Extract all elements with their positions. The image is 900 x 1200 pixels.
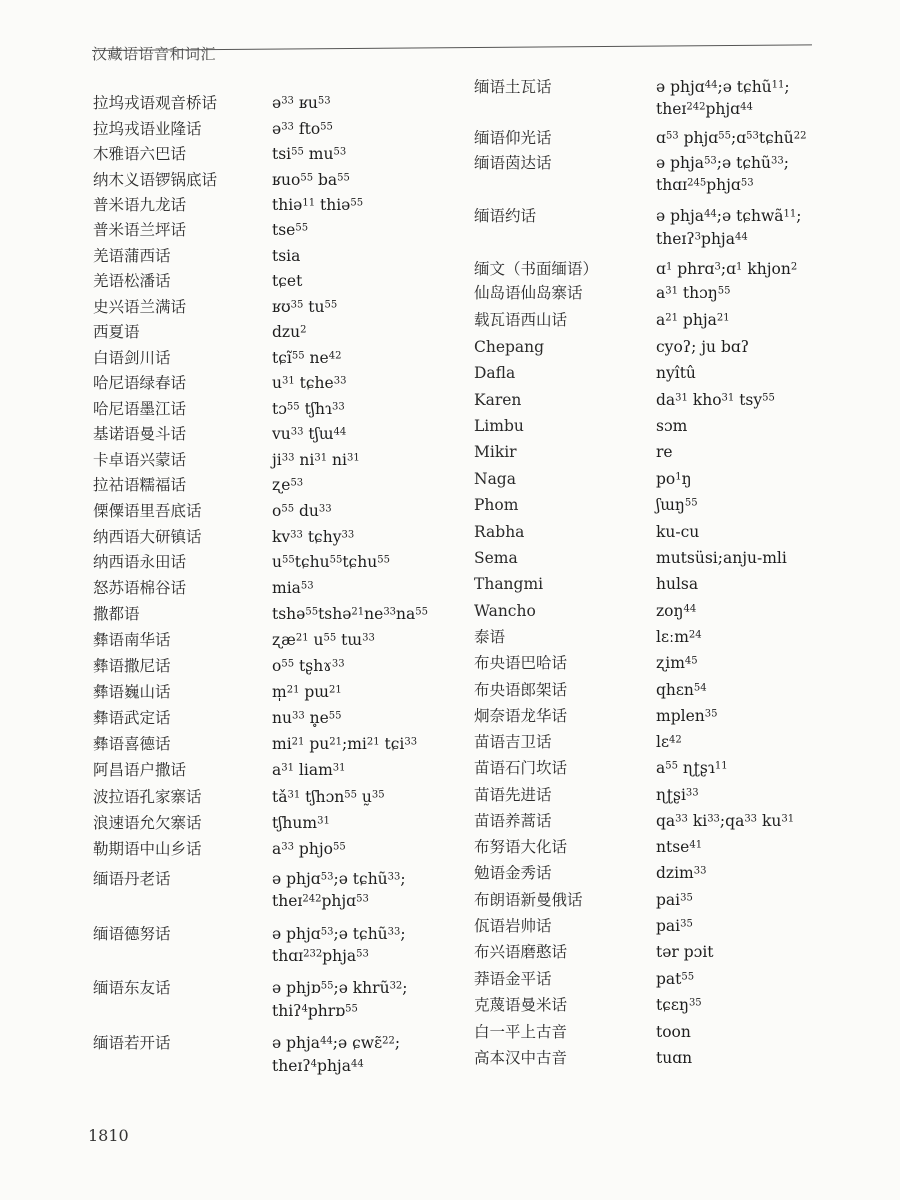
right-entry-label: 布努语大化话 (474, 838, 568, 856)
left-entry-form: ə phjɒ$^{55}$;ə khrũ$^{32}$; (272, 979, 408, 997)
left-entry-label: 普米语九龙话 (93, 196, 187, 214)
right-entry-label: Naga (474, 470, 516, 488)
left-entry-form: tɕĩ$^{55}$ $ne^{42}$ (272, 349, 342, 367)
right-entry-label: 泰语 (474, 628, 506, 646)
right-entry-form: ʃɯŋ$^{55}$ (656, 496, 698, 514)
left-entry-label: 拉坞戎语业隆话 (93, 120, 202, 138)
left-entry-form: ʁuo$^{55}$ $ba^{55}$ (272, 171, 350, 189)
right-entry-form: sɔm (656, 417, 688, 435)
left-entry-form: $ji^{33}$ $ni^{31}$ $ni^{31}$ (272, 451, 360, 469)
right-entry-label: 苗语石门坎话 (474, 759, 568, 777)
right-entry-label: 缅语约话 (474, 207, 537, 225)
right-entry-label: 缅语仰光话 (474, 129, 552, 147)
right-entry-label: Karen (474, 391, 522, 409)
left-entry-form: thiə$^{11}$ thiə$^{55}$ (272, 196, 364, 214)
right-entry-form: hulsa (656, 575, 699, 593)
left-entry-form: $vu^{33}$ tʃɯ$^{44}$ (272, 425, 347, 443)
left-entry-form: mia$^{53}$ (272, 579, 314, 597)
right-entry-form: ə phjɑ$^{44}$;ə tɕhũ$^{11}$; (656, 78, 790, 96)
left-entry-form: tse$^{55}$ (272, 221, 309, 239)
right-entry-label: 勉语金秀话 (474, 864, 552, 882)
left-entry-label: 拉祜语糯福话 (93, 476, 187, 494)
right-entry-label: 缅语茵达话 (474, 154, 552, 172)
left-entry-form: $o^{55}$ $du^{33}$ (272, 502, 332, 520)
right-entry-label: 布兴语磨憨话 (474, 943, 568, 961)
left-entry-form: ʐæ$^{21}$ $u^{55}$ tɯ$^{33}$ (272, 631, 375, 649)
left-entry-form: $tshə^{55}tshə^{21}ne^{33}na^{55}$ (272, 605, 429, 623)
left-entry-label: 彝语撒尼话 (93, 657, 171, 675)
right-entry-form: toon (656, 1023, 691, 1041)
left-entry-form: ʁʊ$^{35}$ $tu^{55}$ (272, 298, 338, 316)
right-entry-form: ntse$^{41}$ (656, 838, 703, 856)
right-entry-form: $da^{31}$ kho$^{31}$ tsy$^{55}$ (656, 391, 775, 409)
left-entry-form: $nu^{33}$ $n̥e^{55}$ (272, 709, 342, 727)
left-entry-label: 阿昌语户撒话 (93, 761, 187, 779)
left-entry-form: $a^{33}$ phjo$^{55}$ (272, 840, 346, 858)
left-entry-label: 羌语蒲西话 (93, 247, 171, 265)
left-entry-label: 纳木义语锣锅底话 (93, 171, 218, 189)
left-entry-label: 史兴语兰满话 (93, 298, 187, 316)
left-entry-label: 哈尼语绿春话 (93, 374, 187, 392)
left-entry-label: 卡卓语兴蒙话 (93, 451, 187, 469)
right-entry-form: mutsüsi;anju-mli (656, 549, 787, 567)
left-entry-label: 撒都语 (93, 605, 140, 623)
right-entry-form: lɛːm$^{24}$ (656, 628, 702, 646)
right-entry-form: $a^{31}$ thɔŋ$^{55}$ (656, 284, 731, 302)
left-entry-form: $o^{55}$ tʂhɤ$^{33}$ (272, 657, 345, 675)
left-entry-label: 纳西语永田话 (93, 553, 187, 571)
left-entry-label: 怒苏语棉谷话 (93, 579, 187, 597)
right-entry-form: ʐim$^{45}$ (656, 654, 698, 672)
left-entry-form: dzu$^2$ (272, 323, 307, 341)
right-entry-form: qhɛn$^{54}$ (656, 681, 707, 699)
right-entry-form: theɪ$^{242}$phjɑ$^{44}$ (656, 100, 753, 118)
left-entry-label: 缅语若开话 (93, 1034, 171, 1052)
right-entry-label: 布央语巴哈话 (474, 654, 568, 672)
right-entry-form: tuɑn (656, 1049, 693, 1067)
right-entry-label: Rabha (474, 523, 525, 541)
page-number: 1810 (88, 1126, 129, 1145)
right-entry-form: tər pɔit (656, 943, 714, 961)
left-entry-label: 彝语喜德话 (93, 735, 171, 753)
left-entry-form: m̩$^{21}$ pɯ$^{21}$ (272, 683, 342, 701)
left-entry-form: ə phjɑ$^{53}$;ə tɕhũ$^{33}$; (272, 870, 406, 888)
left-entry-label: 勒期语中山乡话 (93, 840, 202, 858)
left-entry-form: $u^{55}tɕhu^{55}tɕhu^{55}$ (272, 553, 390, 571)
right-entry-label: 苗语养蒿话 (474, 812, 552, 830)
right-entry-label: Sema (474, 549, 518, 567)
right-entry-form: nyîtû (656, 364, 696, 382)
left-entry-form: ʐe$^{53}$ (272, 476, 304, 494)
right-entry-label: Thangmi (474, 575, 544, 593)
left-entry-form: tʃhum$^{31}$ (272, 814, 330, 832)
left-entry-label: 彝语巍山话 (93, 683, 171, 701)
left-entry-form: ə$^{33}$ fto$^{55}$ (272, 120, 333, 138)
left-entry-label: 白语剑川话 (93, 349, 171, 367)
left-entry-form: tsia (272, 247, 301, 265)
right-entry-form: ɑ$^{53}$ phjɑ$^{55}$;ɑ$^{53}$tɕhũ$^{22}$ (656, 129, 807, 147)
right-entry-label: 高本汉中古音 (474, 1049, 568, 1067)
right-entry-form: ə phja$^{53}$;ə tɕhũ$^{33}$; (656, 154, 789, 172)
left-entry-form: theɪ$^{242}$phjɑ$^{53}$ (272, 892, 369, 910)
right-entry-label: 苗语吉卫话 (474, 733, 552, 751)
left-entry-form: tɕet (272, 272, 303, 290)
left-entry-label: 木雅语六巴话 (93, 145, 187, 163)
left-entry-label: 缅语丹老话 (93, 870, 171, 888)
right-entry-form: ku-cu (656, 523, 700, 541)
left-entry-form: tɔ$^{55}$ tʃhɿ$^{33}$ (272, 400, 345, 418)
right-entry-label: 布朗语新曼俄话 (474, 891, 583, 909)
left-entry-label: 缅语德努话 (93, 925, 171, 943)
right-entry-form: thɑɪ$^{245}$phjɑ$^{53}$ (656, 176, 754, 194)
right-entry-form: mplen$^{35}$ (656, 707, 718, 725)
left-entry-label: 西夏语 (93, 323, 140, 341)
left-entry-form: thiʔ$^4$phrɒ$^{55}$ (272, 1002, 358, 1020)
left-entry-form: theɪʔ$^4$phja$^{44}$ (272, 1057, 364, 1075)
right-entry-form: pat$^{55}$ (656, 970, 695, 988)
left-entry-label: 普米语兰坪话 (93, 221, 187, 239)
left-entry-label: 傈僳语里吾底话 (93, 502, 202, 520)
left-entry-form: ə phja$^{44}$;ə ɕwɛ̃$^{22}$; (272, 1034, 401, 1052)
left-entry-form: $u^{31}$ tɕhe$^{33}$ (272, 374, 347, 392)
right-entry-label: 仙岛语仙岛寨话 (474, 284, 583, 302)
right-entry-label: 莽语金平话 (474, 970, 552, 988)
left-entry-form: $kv^{33}$ tɕhy$^{33}$ (272, 528, 355, 546)
right-entry-form: $po^1ŋ$ (656, 470, 692, 488)
right-entry-form: cyoʔ; ju bɑʔ (656, 338, 750, 356)
right-entry-form: ə phja$^{44}$;ə tɕhwã$^{11}$; (656, 207, 802, 225)
left-entry-label: 彝语南华话 (93, 631, 171, 649)
right-entry-label: Limbu (474, 417, 524, 435)
right-entry-label: 载瓦语西山话 (474, 311, 568, 329)
left-entry-label: 波拉语孔家寨话 (93, 788, 202, 806)
right-entry-label: 苗语先进话 (474, 786, 552, 804)
left-entry-form: ə$^{33}$ ʁu$^{53}$ (272, 94, 331, 112)
right-entry-label: 缅文（书面缅语） (474, 260, 599, 278)
right-entry-form: $a^{55}$ ɳʈʂɿ$^{11}$ (656, 759, 728, 777)
right-entry-form: theɪʔ$^3$phja$^{44}$ (656, 230, 748, 248)
left-entry-form: $a^{31}$ liam$^{31}$ (272, 761, 346, 779)
right-entry-form: pai$^{35}$ (656, 917, 693, 935)
right-entry-form: lɛ$^{42}$ (656, 733, 682, 751)
right-entry-label: 炯奈语龙华话 (474, 707, 568, 725)
right-entry-label: 缅语土瓦话 (474, 78, 552, 96)
left-entry-label: 哈尼语墨江话 (93, 400, 187, 418)
right-entry-form: re (656, 443, 673, 461)
right-entry-form: $a^{21}$ phja$^{21}$ (656, 311, 730, 329)
left-entry-label: 基诺语曼斗话 (93, 425, 187, 443)
right-entry-form: ɳʈʂi$^{33}$ (656, 786, 699, 804)
right-entry-label: 布央语郎架话 (474, 681, 568, 699)
right-entry-form: ɑ$^1$ phrɑ$^3$;ɑ$^1$ khjon$^2$ (656, 260, 798, 278)
right-entry-label: 佤语岩帅话 (474, 917, 552, 935)
right-entry-label: Phom (474, 496, 519, 514)
left-entry-label: 拉坞戎语观音桥话 (93, 94, 218, 112)
right-entry-label: 克蔑语曼米话 (474, 996, 568, 1014)
left-entry-form: $mi^{21}$ $pu^{21};mi^{21}$ tɕi$^{33}$ (272, 735, 418, 753)
right-entry-form: zoŋ$^{44}$ (656, 602, 697, 620)
left-entry-label: 羌语松潘话 (93, 272, 171, 290)
right-entry-label: Mikir (474, 443, 517, 461)
right-entry-form: dzim$^{33}$ (656, 864, 707, 882)
right-entry-form: tɕɛŋ$^{35}$ (656, 996, 702, 1014)
right-entry-label: Dafla (474, 364, 516, 382)
right-entry-label: Wancho (474, 602, 536, 620)
right-entry-label: 白一平上古音 (474, 1023, 568, 1041)
left-entry-form: tsi$^{55}$ $mu^{53}$ (272, 145, 347, 163)
left-entry-form: $tǎ^{31}$ tʃhɔn$^{55}$ ṵ$^{35}$ (272, 788, 385, 806)
left-entry-label: 纳西语大研镇话 (93, 528, 202, 546)
right-entry-form: pai$^{35}$ (656, 891, 693, 909)
running-head-title: 汉藏语语音和词汇 (92, 45, 217, 63)
right-entry-form: $qa^{33}$ $ki^{33};qa^{33}$ $ku^{31}$ (656, 812, 795, 830)
left-entry-label: 彝语武定话 (93, 709, 171, 727)
left-entry-form: ə phjɑ$^{53}$;ə tɕhũ$^{33}$; (272, 925, 406, 943)
right-entry-label: Chepang (474, 338, 545, 356)
left-entry-form: thɑɪ$^{232}$phja$^{53}$ (272, 947, 369, 965)
left-entry-label: 浪速语允欠寨话 (93, 814, 202, 832)
left-entry-label: 缅语东友话 (93, 979, 171, 997)
